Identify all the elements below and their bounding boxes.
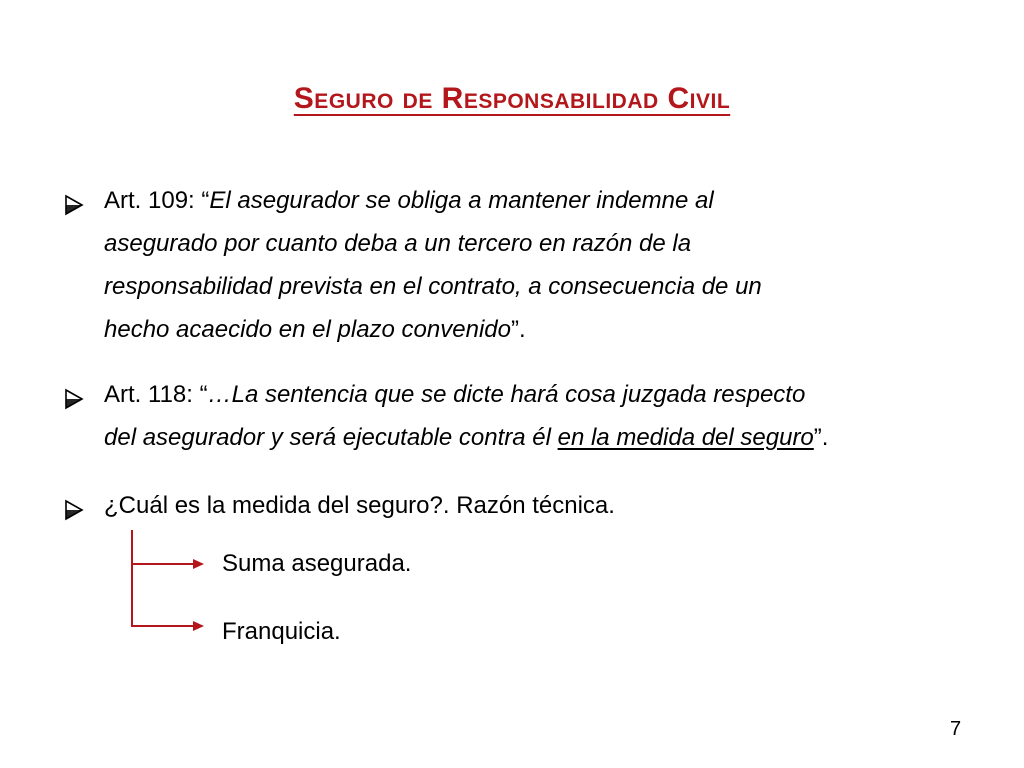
quote-prefix: Art. 109: “	[104, 187, 210, 214]
sub-item-franquicia: Franquicia.	[222, 618, 341, 645]
page-number: 7	[950, 718, 962, 740]
underlined-phrase: en la medida del seguro	[557, 424, 814, 451]
quote-text: hecho acaecido en el plazo convenido	[104, 316, 511, 343]
quote-text: responsabilidad prevista en el contrato, a consecuencia de un	[104, 273, 762, 300]
arrow-right-icon	[193, 621, 204, 631]
quote-suffix: ”.	[813, 424, 829, 451]
quote-text: …La sentencia que se dicte hará cosa juzgada respecto	[207, 381, 806, 408]
question-text: ¿Cuál es la medida del seguro?. Razón técnica.	[104, 492, 615, 519]
sub-item-suma: Suma asegurada.	[222, 550, 412, 577]
bracket-line	[132, 530, 196, 626]
slide-title: Seguro de Responsabilidad Civil	[293, 82, 731, 115]
quote-suffix: ”.	[510, 316, 526, 343]
quote-prefix: Art. 118: “	[104, 381, 208, 408]
quote-text: El asegurador se obliga a mantener indemne al	[209, 187, 714, 214]
quote-text: asegurado por cuanto deba a un tercero en razón de la	[104, 230, 692, 257]
arrow-right-icon	[193, 559, 204, 569]
quote-text: del asegurador y será ejecutable contra él	[104, 424, 558, 451]
